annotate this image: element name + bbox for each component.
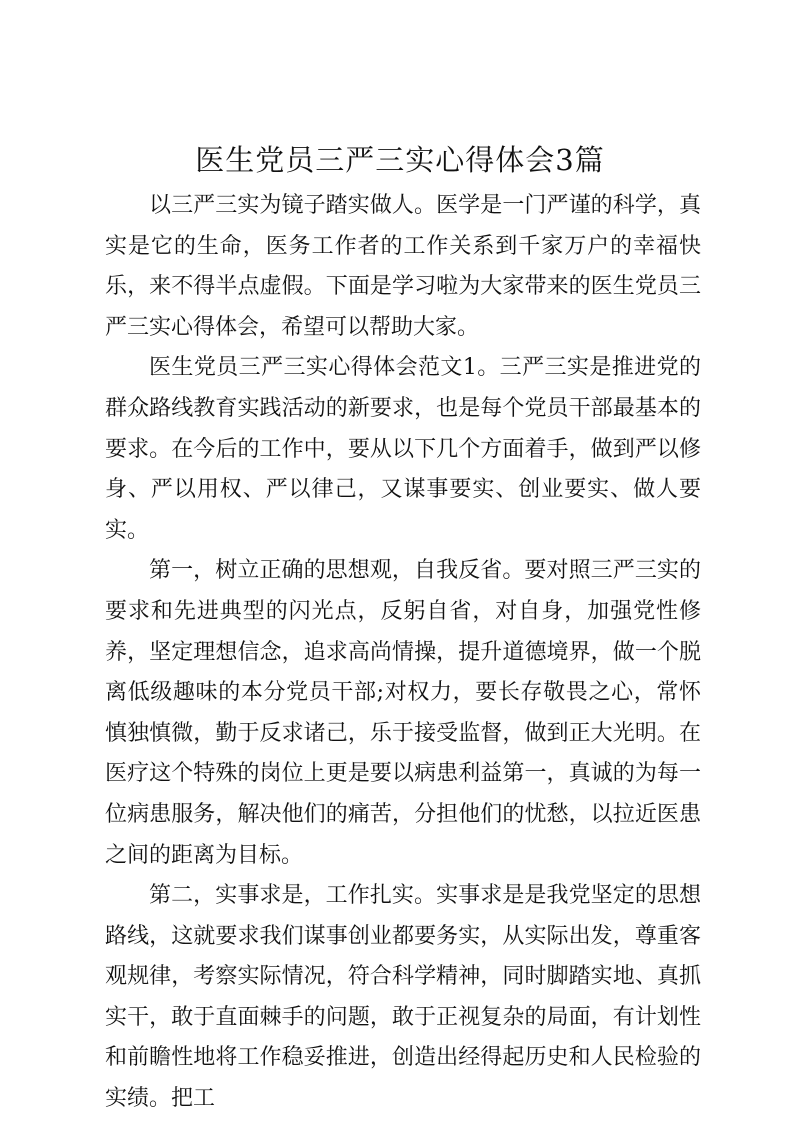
document-body (105, 186, 701, 1120)
paragraph-sample-one: 医生党员三严三实心得体会范文1。三严三实是推进党的群众路线教育实践活动的新要求，也是每个党员干部最基本的要求。在今后的工作中，要从以下几个方面着手，做到严以修身、严以用权、严以律己，又谋事要实、创业要实、做人要实。 (105, 355, 701, 543)
paragraph-second-point: 第二，实事求是，工作扎实。实事求是是我党坚定的思想路线，这就要求我们谋事创业都要务实，从实际出发，尊重客观规律，考察实际情况，符合科学精神，同时脚踏实地、真抓实干，敢于直面棘手的问题，敢于正视复杂的局面，有计划性和前瞻性地将工作稳妥推进，创造出经得起历史和人民检验的实绩。把工 (105, 883, 701, 1112)
paragraph-intro: 以三严三实为镜子踏实做人。医学是一门严谨的科学，真实是它的生命，医务工作者的工作关系到千家万户的幸福快乐，来不得半点虚假。下面是学习啦为大家带来的医生党员三严三实心得体会，希望可以帮助大家。 (105, 193, 701, 340)
paragraph-first-point: 第一，树立正确的思想观，自我反省。要对照三严三实的要求和先进典型的闪光点，反躬自省，对自身，加强党性修养，坚定理想信念，追求高尚情操，提升道德境界，做一个脱离低级趣味的本分党员干部;对权力，要长存敬畏之心，常怀慎独慎微，勤于反求诸己，乐于接受监督，做到正大光明。在医疗这个特殊的岗位上更是要以病患利益第一，真诚的为每一位病患服务，解决他们的痛苦，分担他们的忧愁，以拉近医患之间的距离为目标。 (105, 558, 701, 868)
document-title: 医生党员三严三实心得体会3篇 (195, 143, 605, 177)
